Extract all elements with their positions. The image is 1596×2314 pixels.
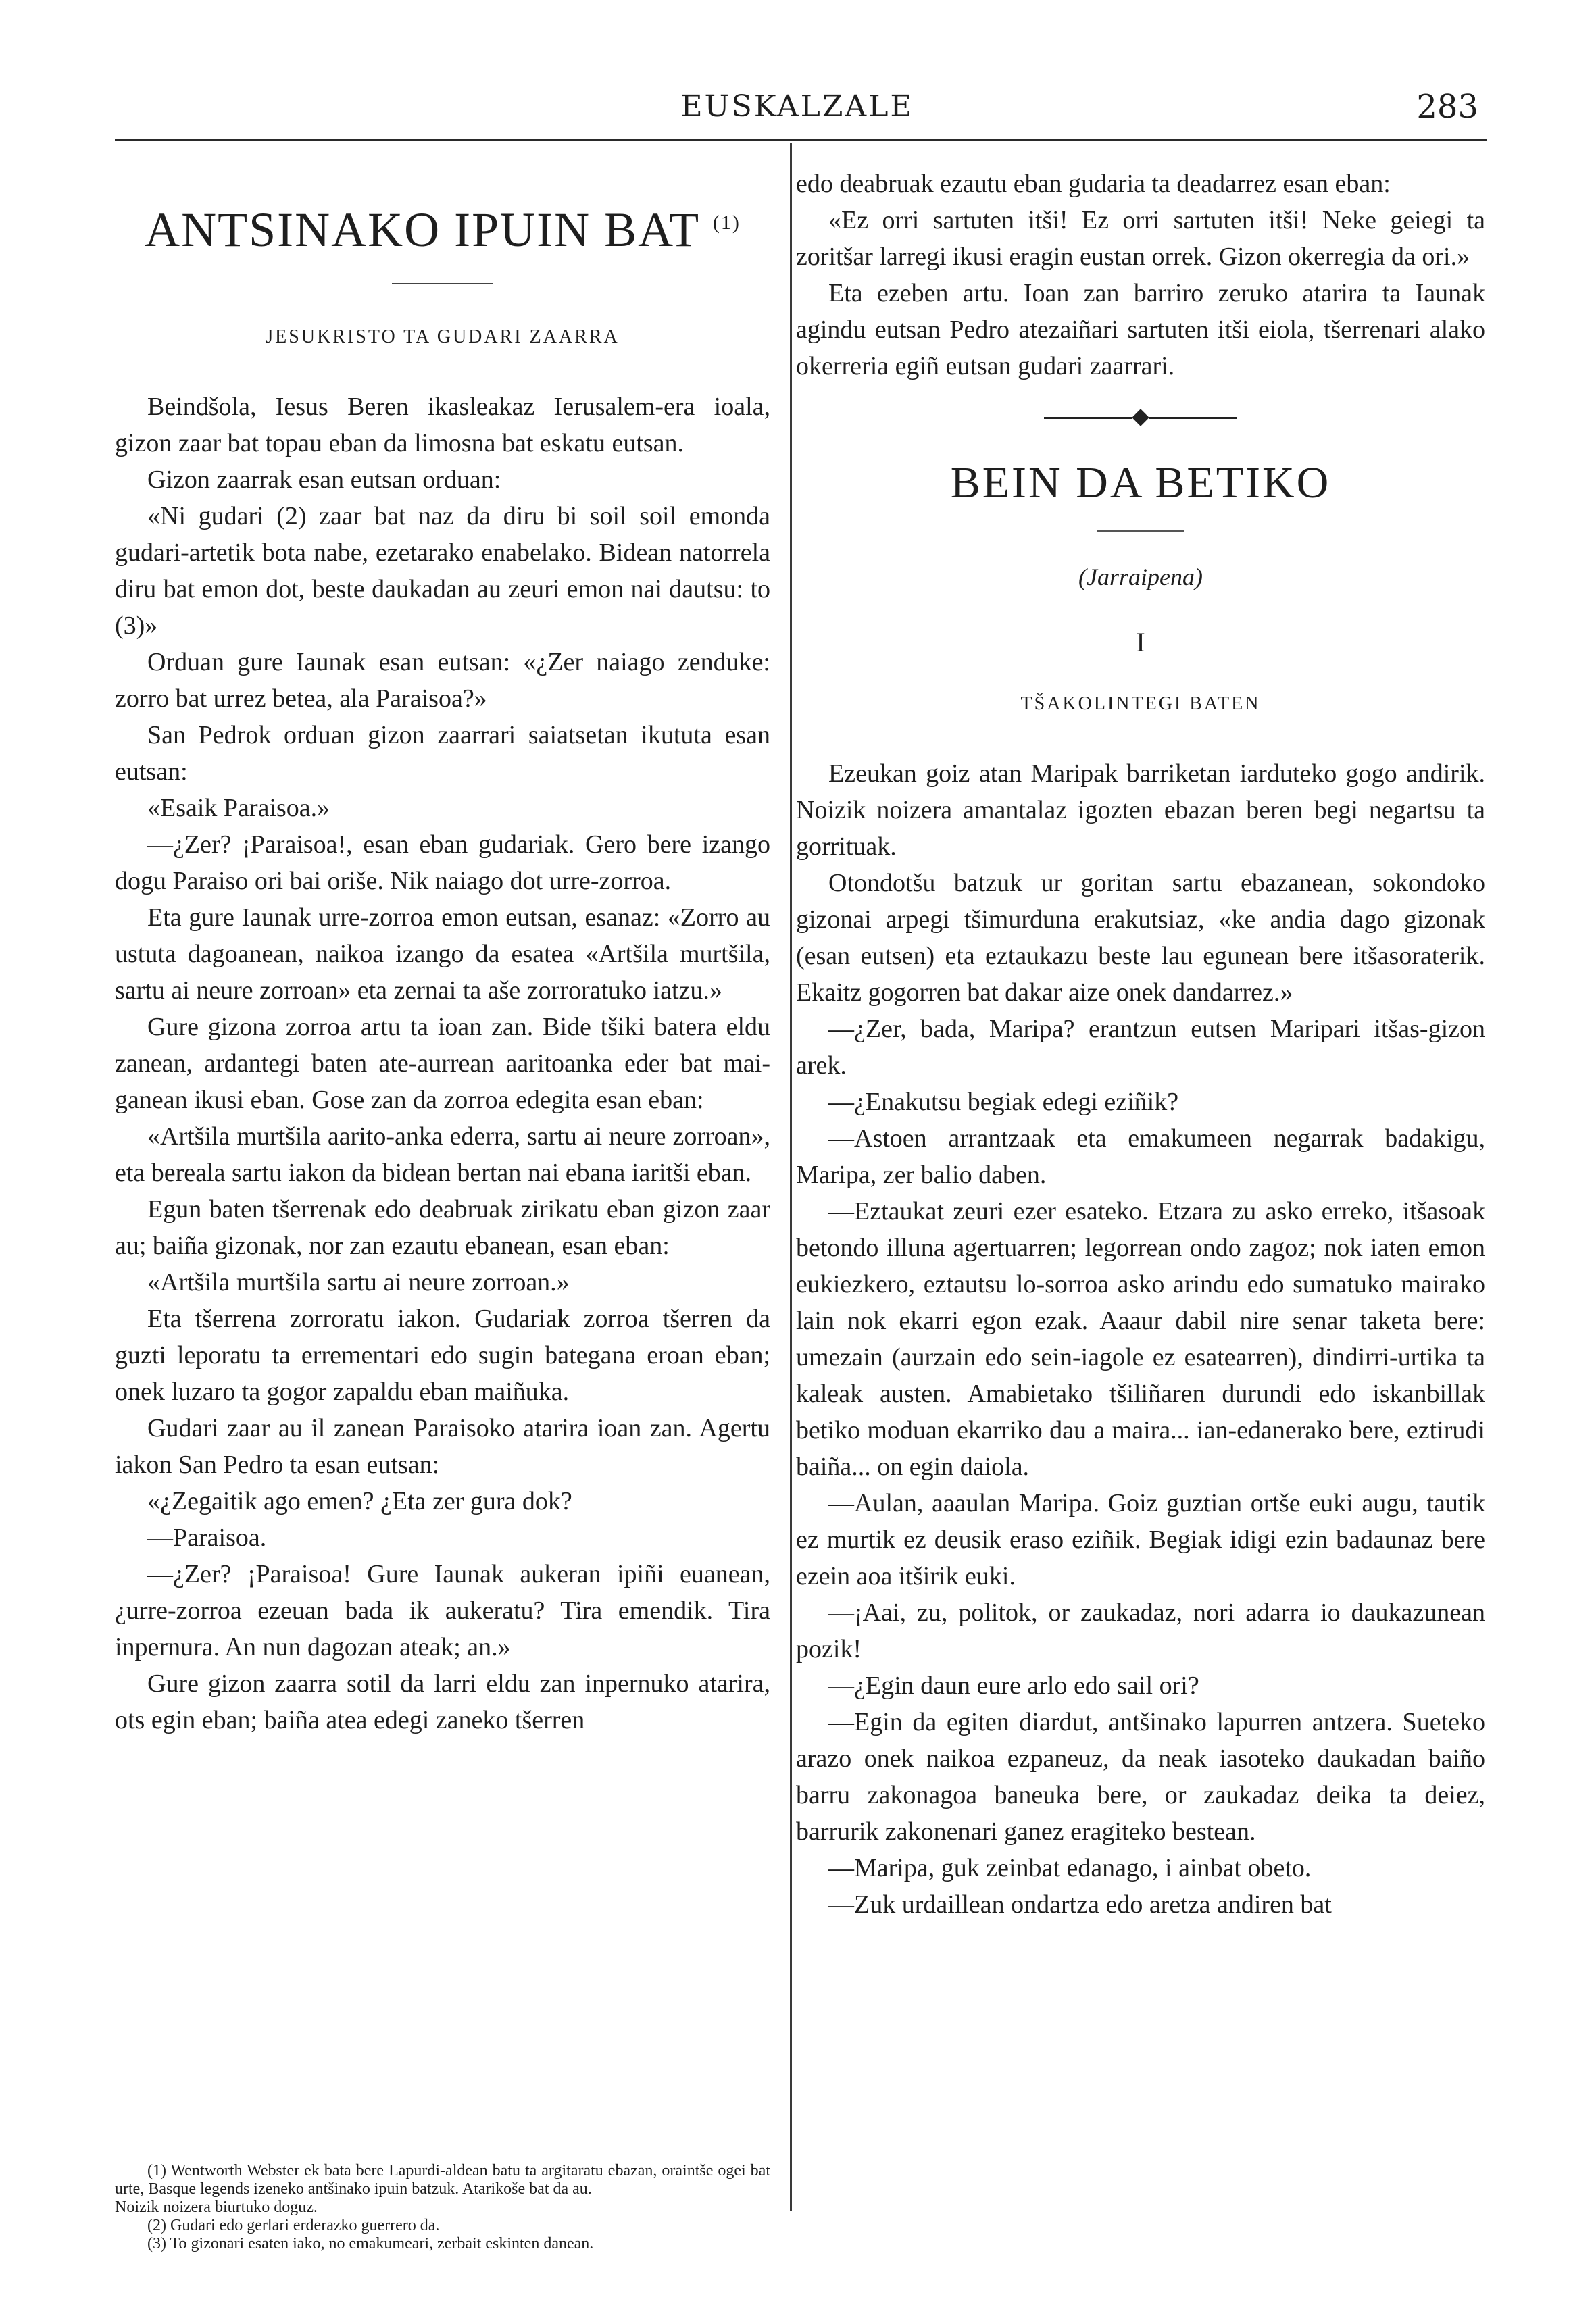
paragraph: «Artšila murtšila sartu ai neure zorroan.»	[147, 1268, 570, 1297]
footnote: (3) To gizonari esaten iako, no emakumeari, zerbait eskinten danean.	[147, 2235, 594, 2253]
paragraph: «¿Zegaitik ago emen? ¿Eta zer gura dok?	[147, 1487, 572, 1515]
paragraph: Gudari zaar au il zanean Paraisoko atarira ioan zan. Agertu iakon San Pedro ta esan eutsan:	[115, 1414, 770, 1479]
page-number: 283	[1416, 88, 1478, 126]
paragraph: —¿Zer? ¡Paraisoa!, esan eban gudariak. Gero bere izango dogu Paraiso ori bai oriše. Nik naiago dot urre-zorroa.	[115, 830, 770, 895]
paragraph: Ezeukan goiz atan Maripak barriketan iarduteko gogo andirik. Noizik noizera amantalaz igozten ebazan beren begi negartsu ta gorrituak.	[796, 759, 1485, 861]
diamond-icon	[1132, 409, 1149, 426]
journal-title: EUSKALZALE	[680, 89, 914, 124]
paragraph: Orduan gure Iaunak esan eutsan: «¿Zer naiago zenduke: zorro bat urrez betea, ala Paraisoa?»	[115, 648, 770, 713]
continuation-label: (Jarraipena)	[1078, 563, 1203, 590]
paragraph: —Astoen arrantzaak eta emakumeen negarrak badakigu, Maripa, zer balio daben.	[796, 1124, 1485, 1189]
paragraph: —Egin da egiten diardut, antšinako lapurren antzera. Sueteko arazo onek naikoa ezpaneuz, da neak iasoteko daukadan baiño barru zakonagoa baneuka bere, or zaukadaz deika ta deiez, barrurik zakonenari ganez eragiteko bestean.	[796, 1708, 1485, 1846]
paragraph: —¿Zer? ¡Paraisoa! Gure Iaunak aukeran ipiñi euanean, ¿urre-zorroa ezeuan bada ik aukeratu? Tira emendik. Tira inpernura. An nun dagozan ateak; an.»	[115, 1560, 770, 1661]
title-rule	[1097, 530, 1184, 532]
paragraph: «Esaik Paraisoa.»	[147, 794, 330, 822]
footnote: (2) Gudari edo gerlari erderazko guerrero da.	[147, 2217, 440, 2234]
paragraph: edo deabruak ezautu eban gudaria ta deadarrez esan eban:	[796, 170, 1391, 198]
paragraph: Eta ezeben artu. Ioan zan barriro zeruko atarira ta Iaunak agindu eutsan Pedro atezaiñari sartuten itši eiola, tšerrenari alako okerreria egiñ eutsan gudari zaarrari.	[796, 279, 1485, 380]
footnote: Noizik noizera biurtuko doguz.	[115, 2198, 318, 2216]
paragraph: Beindšola, Iesus Beren ikasleakaz Ierusalem-era ioala, gizon zaar bat topau eban da limosna bat eskatu eutsan.	[115, 393, 770, 457]
paragraph: —¿Egin daun eure arlo edo sail ori?	[828, 1671, 1199, 1700]
chapter-number: I	[1136, 627, 1145, 657]
paragraph: —Paraisoa.	[147, 1524, 267, 1552]
chapter-subtitle: TŠAKOLINTEGI BATEN	[1020, 693, 1261, 714]
right-column	[796, 145, 1485, 1923]
article-title-text: ANTSINAKO IPUIN BAT	[145, 203, 699, 257]
paragraph: —¿Enakutsu begiak edegi eziñik?	[828, 1088, 1179, 1116]
footnotes	[115, 2162, 770, 2253]
article-title	[115, 193, 770, 260]
paragraph: Gure gizon zaarra sotil da larri eldu zan inpernuko atarira, ots egin eban; baiña atea edegi zaneko tšerren	[115, 1669, 770, 1734]
section-ornament	[796, 411, 1485, 424]
paragraph: Eta gure Iaunak urre-zorroa emon eutsan, esanaz: «Zorro au ustuta dagoanean, naikoa izango da esatea «Artšila murtšila, sartu ai neure zorroan» eta zernai ta aše zorroratuko iatzu.»	[115, 903, 770, 1005]
paragraph: —Maripa, guk zeinbat edanago, i ainbat obeto.	[828, 1854, 1312, 1882]
left-body	[115, 388, 770, 1738]
paragraph: Eta tšerrena zorroratu iakon. Gudariak zorroa tšerren da guzti leporatu ta errementari edo sugin bategana eroan eban; onek luzaro ta gogor zapaldu eban maiñuka.	[115, 1305, 770, 1406]
paragraph: —¡Aai, zu, politok, or zaukadaz, nori adarra io daukazunean pozik!	[796, 1599, 1485, 1663]
page-header	[108, 89, 1487, 136]
title-footnote-ref: (1)	[712, 211, 741, 234]
paragraph: San Pedrok orduan gizon zaarrari saiatsetan ikututa esan eutsan:	[115, 721, 770, 786]
header-rule	[115, 139, 1487, 141]
paragraph: Egun baten tšerrenak edo deabruak zirikatu eban gizon zaar au; baiña gizonak, nor zan ezautu ebanean, esan eban:	[115, 1195, 770, 1260]
paragraph: —Zuk urdaillean ondartza edo aretza andiren bat	[828, 1890, 1332, 1919]
paragraph: Otondotšu batzuk ur goritan sartu ebazanean, sokondoko gizonai arpegi tšimurduna erakutsiaz, «ke andia dago gizonak (esan eutsen) eta eztaukazu beste lau egunean bere itšasoraterik. Ekaitz gogorren bat dakar aize onek dandarrez.»	[796, 869, 1485, 1007]
title-rule	[392, 283, 493, 284]
paragraph: «Artšila murtšila aarito-anka ederra, sartu ai neure zorroan», eta bereala sartu iakon da bidean bertan nai ebana iaritši eban.	[115, 1122, 770, 1187]
column-divider	[790, 143, 792, 2211]
paragraph: —¿Zer, bada, Maripa? erantzun eutsen Maripari itšas-gizon arek.	[796, 1015, 1485, 1080]
paragraph: Gure gizona zorroa artu ta ioan zan. Bide tšiki batera eldu zanean, ardantegi baten ate-aurrean aaritoanka eder bat mai-ganean ikusi eban. Gose zan da zorroa edegita esan eban:	[115, 1013, 770, 1114]
right-top-body	[796, 166, 1485, 384]
left-column	[115, 145, 770, 1738]
paragraph: —Aulan, aaaulan Maripa. Goiz guztian ortše euki augu, tautik ez murtik ez deusik eraso eziñik. Begiak idigi ezin badaunaz bere ezein aoa itširik euki.	[796, 1489, 1485, 1590]
paragraph: «Ni gudari (2) zaar bat naz da diru bi soil soil emonda gudari-artetik bota nabe, ezetarako enabelako. Bidean natorrela diru bat emon dot, beste daukadan au zeuri emon nai dautsu: to (3)»	[115, 502, 770, 640]
article-subtitle: JESUKRISTO TA GUDARI ZAARRA	[266, 326, 620, 347]
right-body	[796, 755, 1485, 1923]
section-title: BEIN DA BETIKO	[950, 458, 1331, 507]
paragraph: —Eztaukat zeuri ezer esateko. Etzara zu asko erreko, itšasoak betondo illuna agertuarren; legorrean ondo zagoz; nok iaten emon eukiezkero, eztautsu lo-sorroa asko arindu edo sumatuko mairako lain nok ekarri egon ezak. Aaaur dabil nire senar taketa bere: umezain (aurzain edo sein-iagole ez esatearren), dindirri-urtika ta kaleak austen. Amabietako tšiliñaren durundi edo iskanbillak betiko moduan ekarriko dau a maira... ian-edanerako bere, eztirudi baiña... on egin daiola.	[796, 1197, 1485, 1481]
paragraph: Gizon zaarrak esan eutsan orduan:	[147, 466, 501, 494]
paragraph: «Ez orri sartuten itši! Ez orri sartuten itši! Neke geiegi ta zoritšar larregi ikusi eragin eustan orrek. Gizon okerregia da ori.»	[796, 206, 1485, 271]
footnote: (1) Wentworth Webster ek bata bere Lapurdi-aldean batu ta argitaratu ebazan, oraintše ogei bat urte, Basque legends izeneko antšinako ipuin batzuk. Atarikoše bat da au.	[115, 2162, 770, 2198]
